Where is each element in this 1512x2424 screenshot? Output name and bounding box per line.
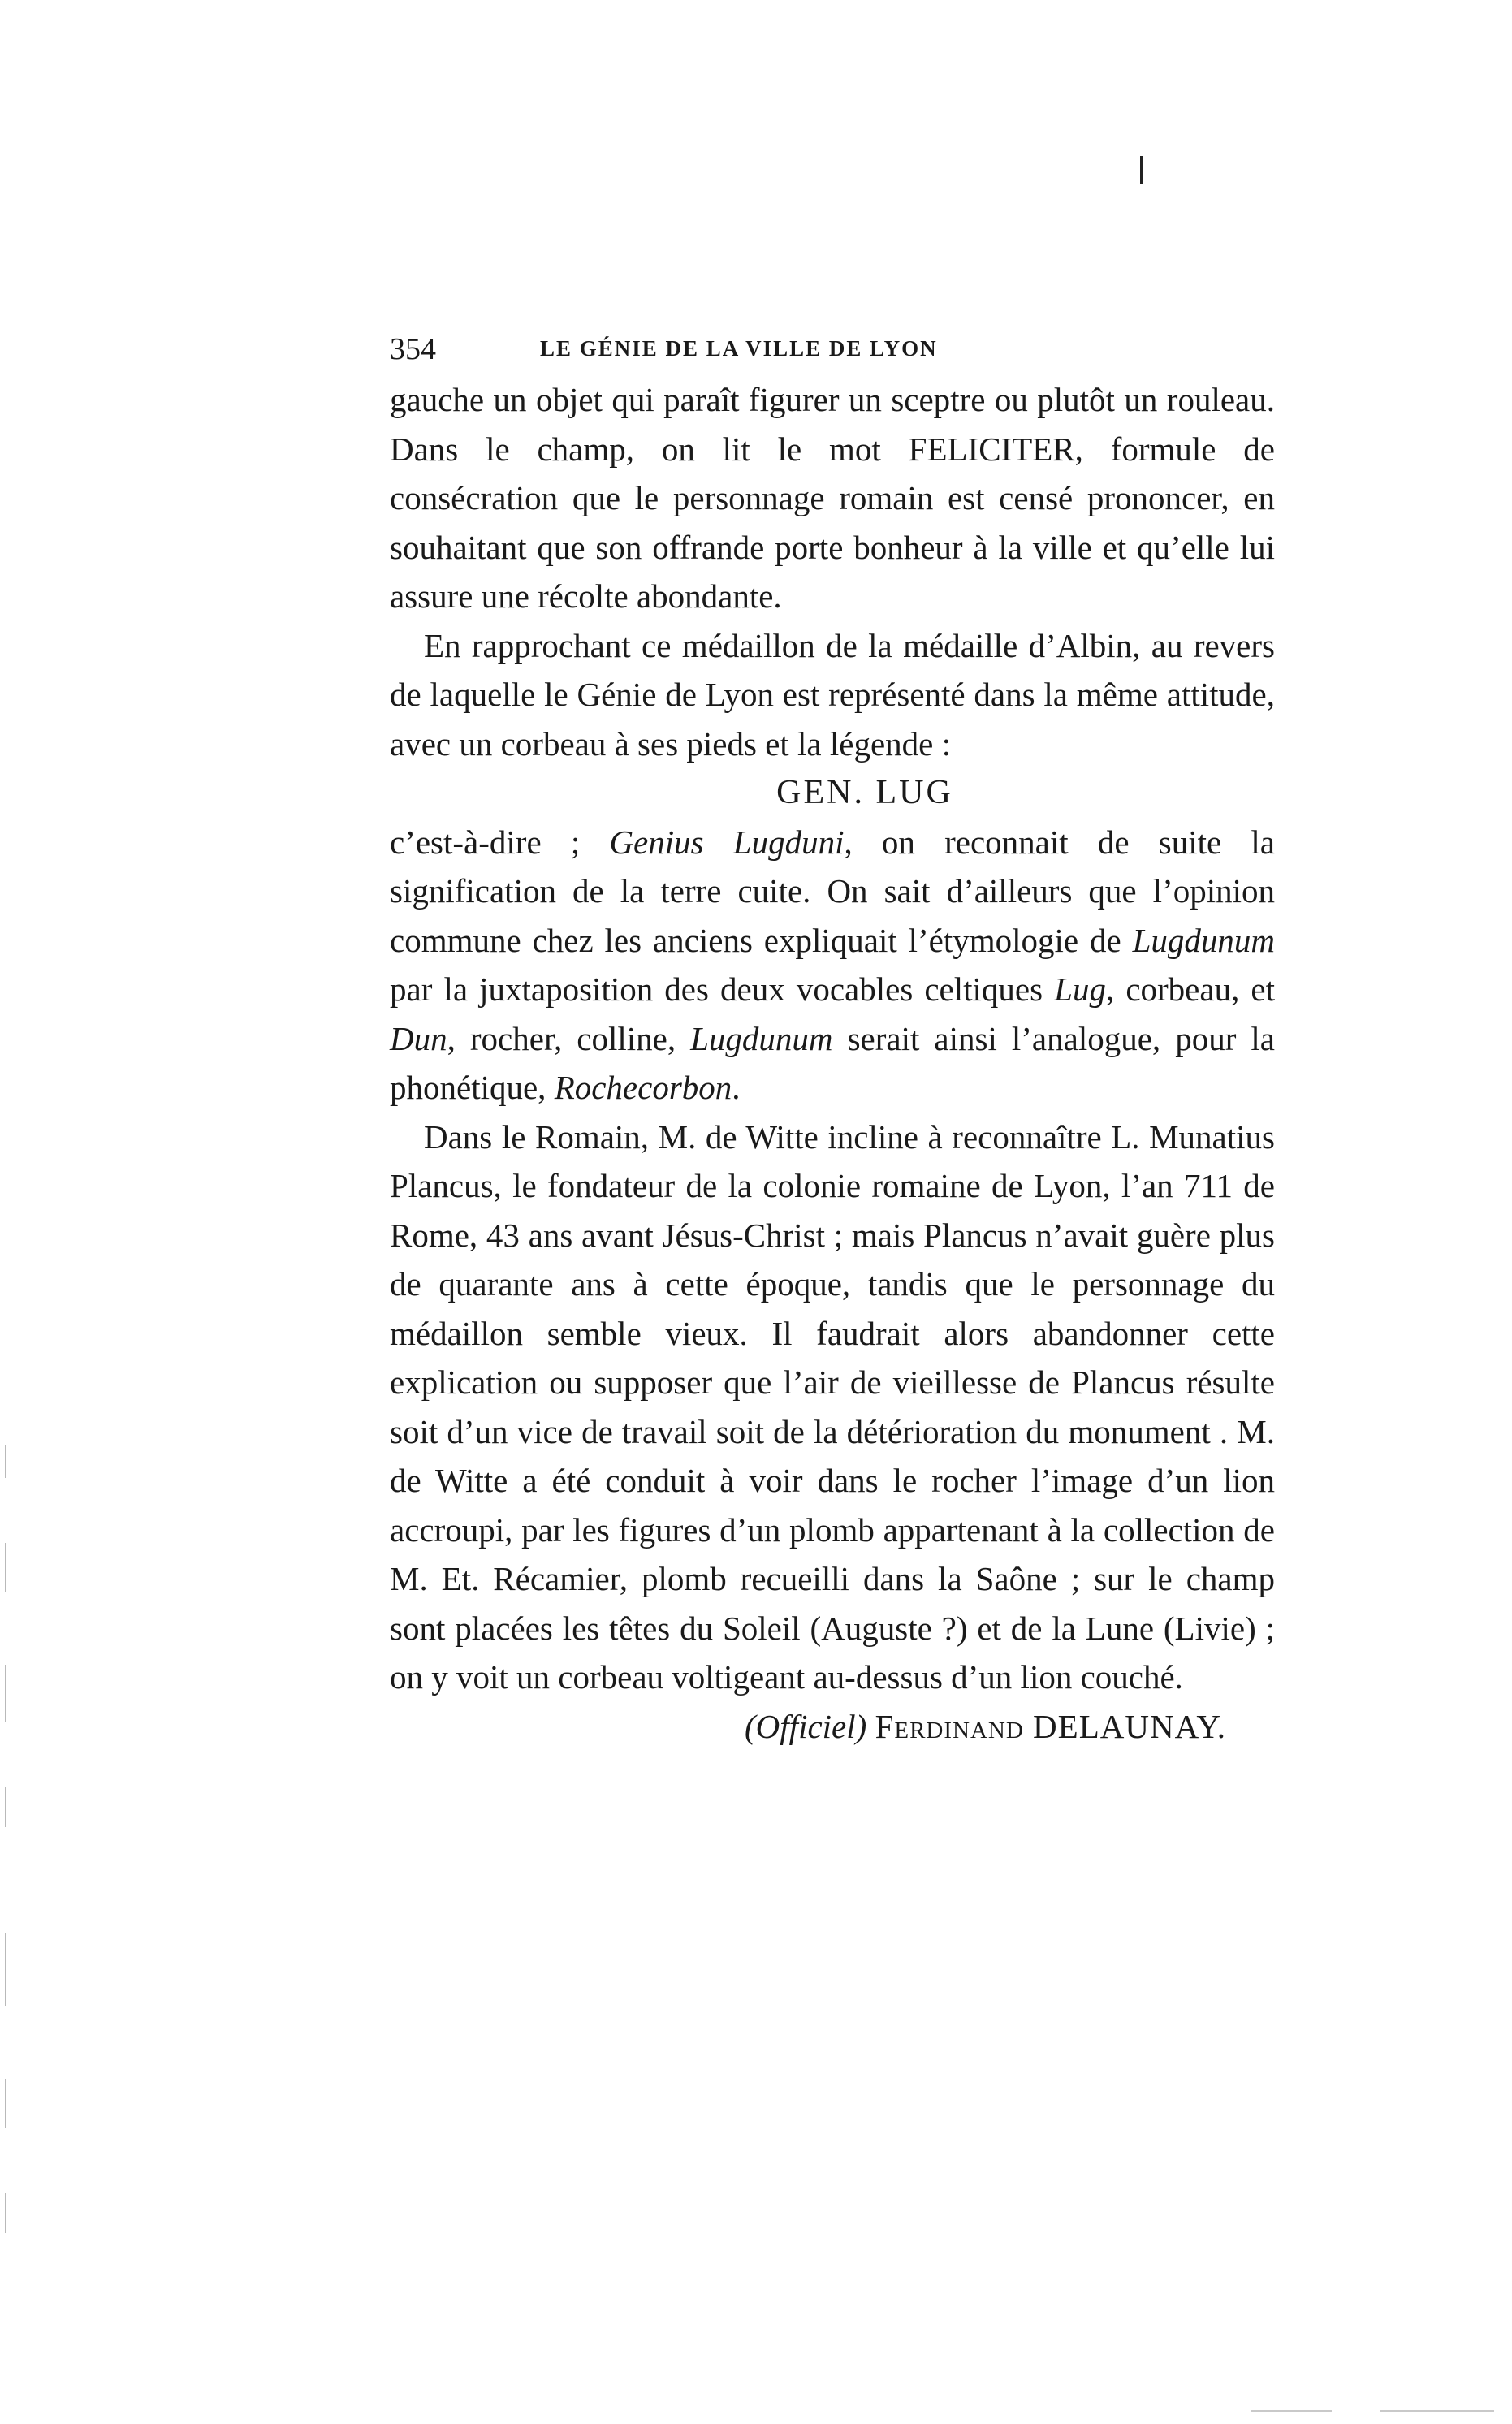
scan-edge-line (1251, 2410, 1332, 2412)
signature-author: Ferdinand DELAUNAY. (875, 1707, 1226, 1745)
running-title: LE GÉNIE DE LA VILLE DE LYON (540, 336, 938, 361)
running-head (390, 331, 1275, 372)
scan-margin-mark (5, 1445, 6, 1478)
signature (390, 1702, 1275, 1752)
latin-term: Genius Lugduni (609, 823, 845, 861)
page-number: 354 (390, 332, 436, 366)
coin-legend: GEN. LUG (776, 774, 953, 811)
latin-term: Lugdunum (1132, 921, 1275, 959)
celtic-term: Dun (390, 1019, 447, 1057)
scan-margin-mark (5, 1665, 6, 1722)
scan-margin-mark (5, 1543, 6, 1592)
scan-edge-line (1380, 2410, 1494, 2412)
print-mark (1140, 156, 1143, 184)
scan-margin-mark (5, 2193, 6, 2233)
paragraph-3: c’est-à-dire ; Genius Lugduni, on reconnait de suite la signification de la terre cuite. On sait d’ailleurs que l’opinion commune chez les anciens expliquait l’étymologie de Lugdunum par la juxtaposition des deux vocables celtiques Lug, corbeau, et Dun, rocher, colline, Lugdunum serait ainsi l’analogue, pour la phonétique, Rochecorbon. (390, 823, 1275, 1106)
scan-margin-mark (5, 1933, 6, 2006)
scan-margin-mark (5, 1787, 6, 1827)
latin-term: Lugdunum (690, 1019, 833, 1057)
celtic-term: Lug (1054, 970, 1106, 1008)
signature-source: (Officiel) (745, 1707, 867, 1745)
paragraph-2: En rapprochant ce médaillon de la médaille d’Albin, au revers de laquelle le Génie de Lyon est représenté dans la même attitude, avec un corbeau à ses pieds et la légende : (390, 626, 1275, 763)
place-name: Rochecorbon (554, 1069, 732, 1106)
article-body (390, 375, 1275, 1751)
paragraph-1: gauche un objet qui paraît figurer un sceptre ou plutôt un rouleau. Dans le champ, on lit le mot FELICITER, formule de consécration que le personnage romain est censé prononcer, en souhaitant que son offrande porte bonheur à la ville et qu’elle lui assure une récolte abondante. (390, 381, 1275, 615)
paragraph-4: Dans le Romain, M. de Witte incline à reconnaître L. Munatius Plancus, le fondateur de la colonie romaine de Lyon, l’an 711 de Rome, 43 ans avant Jésus-Christ ; mais Plancus n’avait guère plus de quarante ans à cette époque, tandis que le personnage du médaillon semble vieux. Il faudrait alors abandonner cette explication ou supposer que l’air de vieillesse de Plancus résulte soit d’un vice de travail soit de la détérioration du monument . M. de Witte a été conduit à voir dans le rocher l’image d’un lion accroupi, par les figures d’un plomb appartenant à la collection de M. Et. Récamier, plomb recueilli dans la Saône ; sur le champ sont placées les têtes du Soleil (Auguste ?) et de la Lune (Livie) ; on y voit un corbeau voltigeant au-dessus d’un lion couché. (390, 1117, 1275, 1696)
scan-margin-mark (5, 2079, 6, 2128)
